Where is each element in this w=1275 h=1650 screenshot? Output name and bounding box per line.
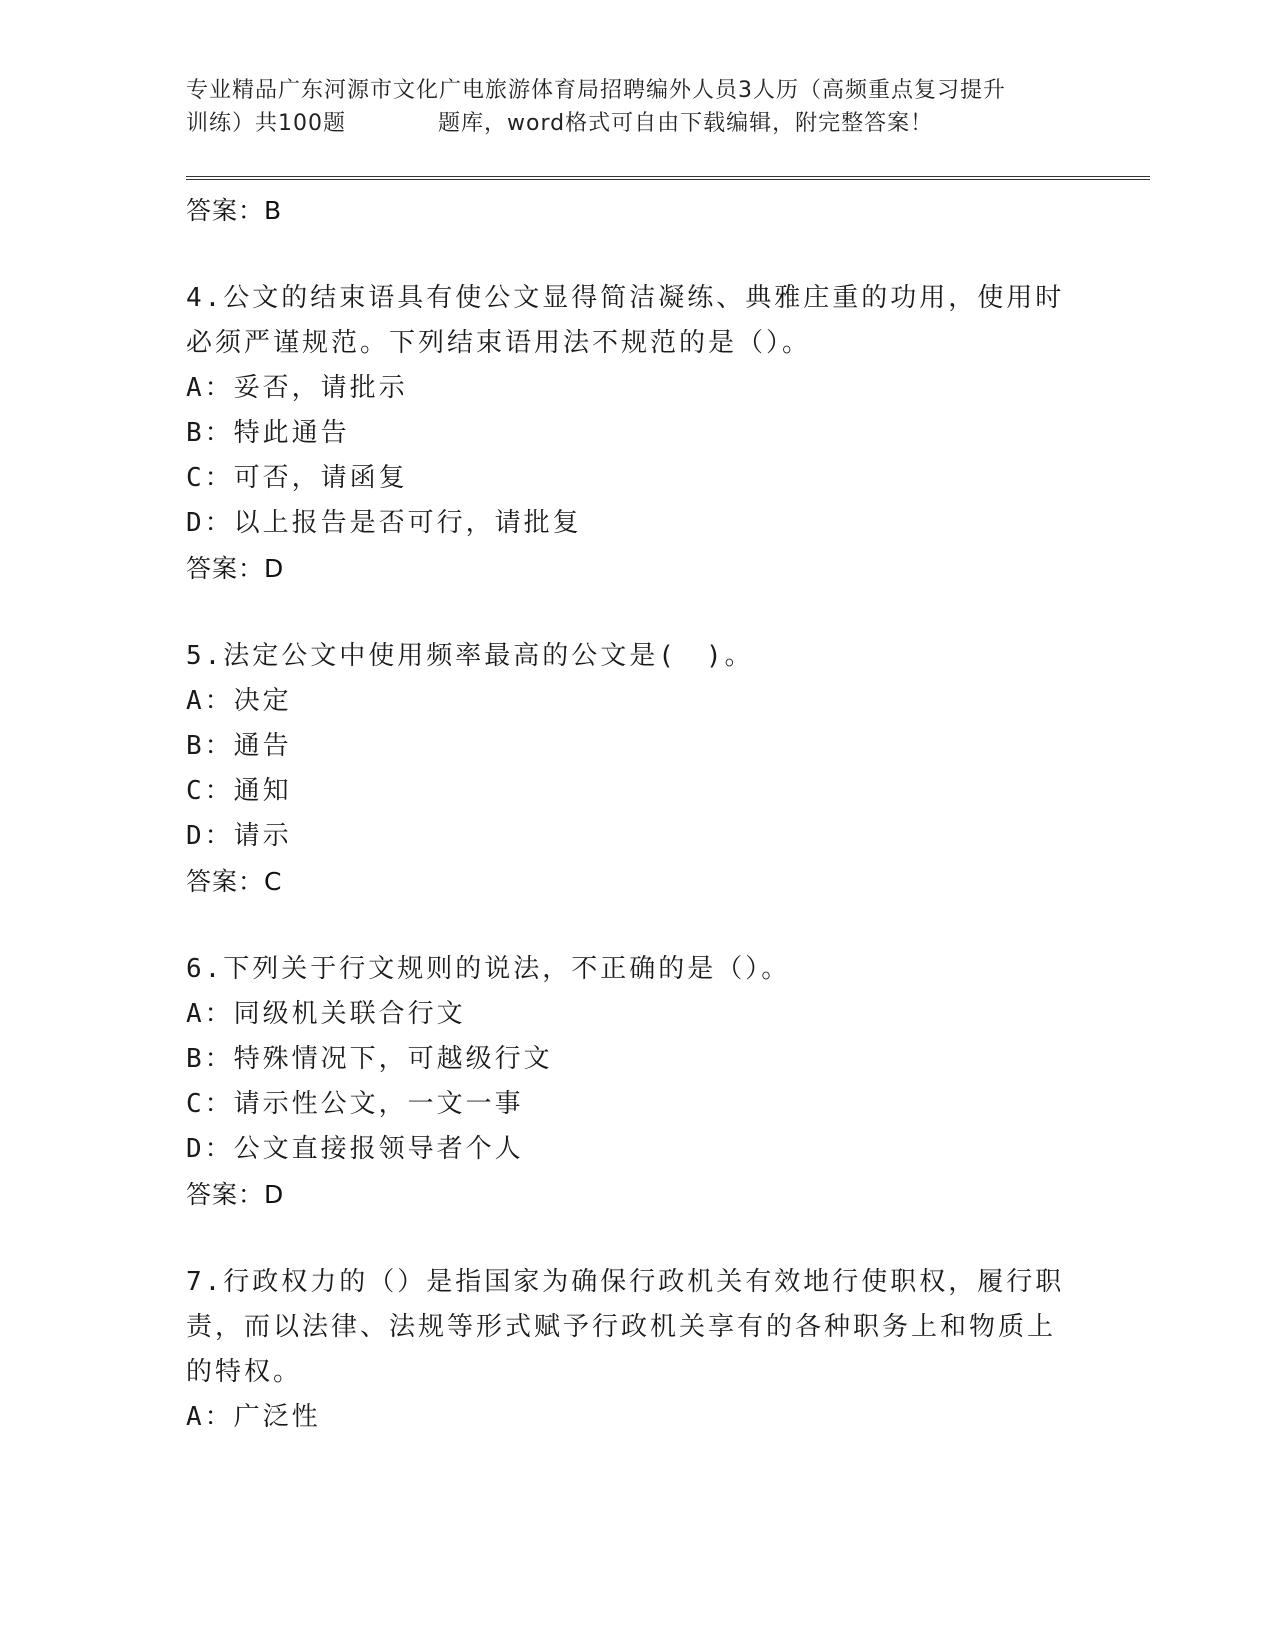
option-a: A：决定 (186, 686, 292, 716)
document-body (186, 188, 1086, 1440)
question-stem (186, 1260, 1086, 1395)
question-7 (186, 1260, 1086, 1440)
stem-line: 7.行政权力的（）是指国家为确保行政机关有效地行使职权，履行职 (186, 1267, 1065, 1297)
answer: 答案：C (186, 867, 283, 896)
option-b: B：特殊情况下，可越级行文 (186, 1044, 553, 1074)
stem-line: 必须严谨规范。下列结束语用法不规范的是（）。 (186, 328, 812, 358)
option-d: D：请示 (186, 821, 292, 851)
option-a: A：妥否，请批示 (186, 373, 408, 403)
answer-previous: 答案：B (186, 196, 283, 225)
option-c: C：可否，请函复 (186, 463, 408, 493)
header-divider (186, 176, 1150, 180)
option-c: C：请示性公文，一文一事 (186, 1089, 524, 1119)
option-d: D：以上报告是否可行，请批复 (186, 508, 582, 538)
option-d: D：公文直接报领导者个人 (186, 1134, 524, 1164)
stem-line: 6.下列关于行文规则的说法，不正确的是（）。 (186, 954, 791, 984)
header-line-2: 训练）共100题 题库，word格式可自由下载编辑，附完整答案！ (186, 111, 934, 136)
option-c: C：通知 (186, 776, 292, 806)
question-stem (186, 947, 1086, 992)
stem-line: 的特权。 (186, 1357, 303, 1387)
question-stem (186, 634, 1086, 679)
option-b: B：通告 (186, 731, 292, 761)
option-a: A：同级机关联合行文 (186, 999, 466, 1029)
stem-line: 责，而以法律、法规等形式赋予行政机关享有的各种职务上和物质上 (186, 1312, 1057, 1342)
answer: 答案：D (186, 1180, 285, 1209)
question-5 (186, 634, 1086, 905)
stem-line: 5.法定公文中使用频率最高的公文是( )。 (186, 641, 754, 671)
question-4 (186, 276, 1086, 592)
header-line-1: 专业精品广东河源市文化广电旅游体育局招聘编外人员3人历（高频重点复习提升 (186, 78, 1006, 103)
option-a: A：广泛性 (186, 1402, 321, 1432)
document-header (186, 74, 1086, 140)
stem-line: 4.公文的结束语具有使公文显得简洁凝练、典雅庄重的功用，使用时 (186, 283, 1065, 313)
option-b: B：特此通告 (186, 418, 350, 448)
answer: 答案：D (186, 554, 285, 583)
question-6 (186, 947, 1086, 1218)
question-stem (186, 276, 1086, 366)
